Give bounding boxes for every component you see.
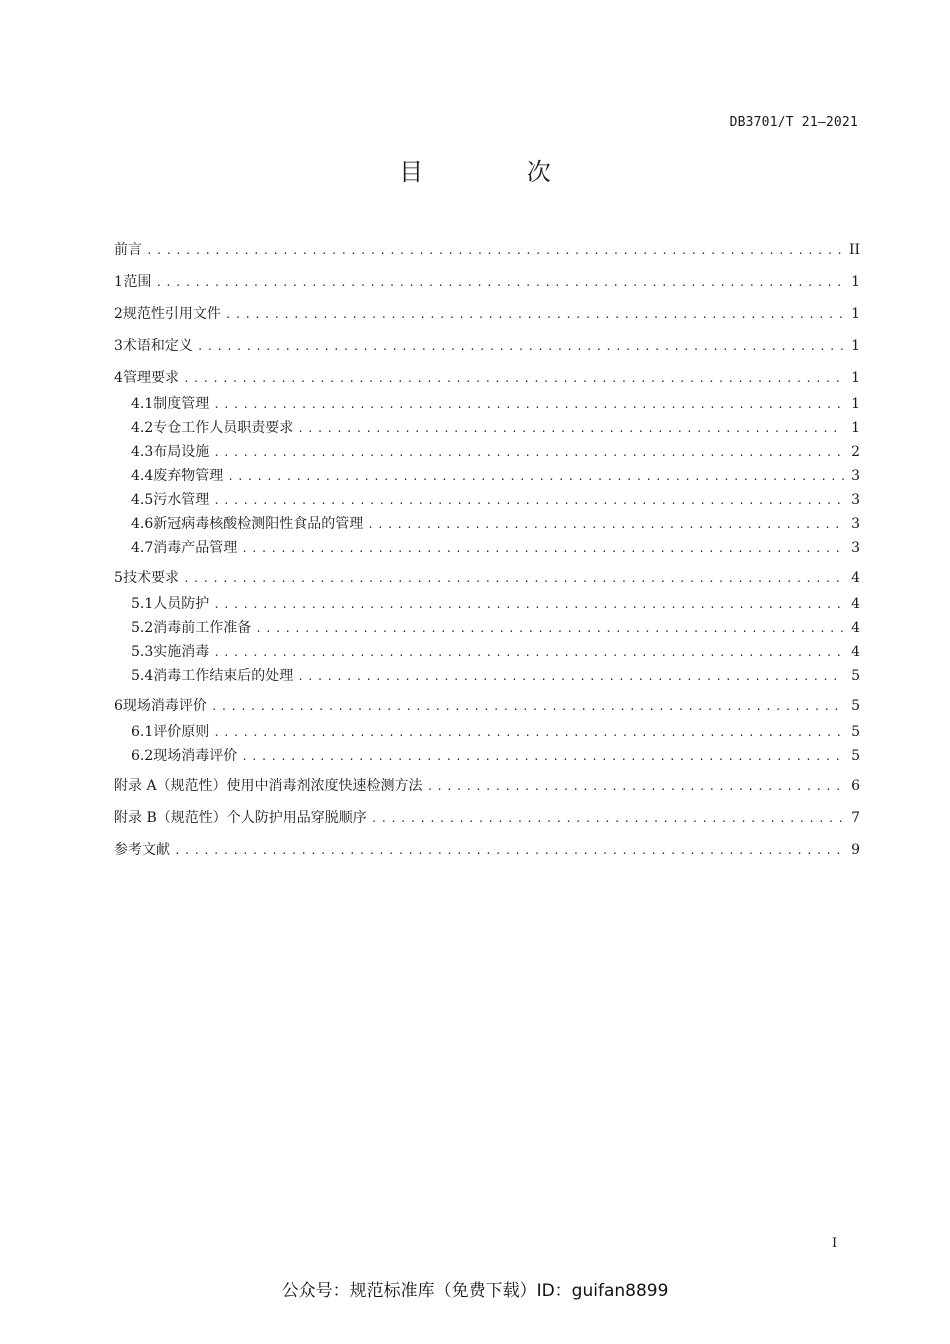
toc-entry-label: 消毒工作结束后的处理 <box>153 668 294 684</box>
toc-entry-4-6[interactable] <box>131 514 860 534</box>
toc-entry-page: 3 <box>851 468 860 484</box>
toc-entry-4-4[interactable] <box>131 466 860 486</box>
toc-entry-6-1[interactable] <box>131 722 860 742</box>
toc-entry-page: 4 <box>851 620 860 636</box>
toc-entry-6[interactable] <box>114 696 860 716</box>
toc-leader-dots <box>255 619 844 638</box>
toc-entry-label: 现场消毒评价 <box>122 698 207 714</box>
toc-leader-dots <box>197 337 844 356</box>
toc-leader-dots <box>241 539 844 558</box>
toc-entry-4-2[interactable] <box>131 418 860 438</box>
toc-entry-label: 消毒产品管理 <box>153 540 238 556</box>
toc-leader-dots <box>297 667 844 686</box>
toc-entry-page: 3 <box>851 492 860 508</box>
toc-entry-number: 4 <box>114 370 123 386</box>
page-number: I <box>832 1236 838 1251</box>
toc-leader-dots <box>146 241 843 260</box>
toc-entry-label: 附录 A（规范性）使用中消毒剂浓度快速检测方法 <box>114 778 423 794</box>
toc-leader-dots <box>367 515 844 534</box>
toc-entry-page: 3 <box>851 540 860 556</box>
toc-entry-page: 1 <box>851 306 860 322</box>
toc-entry-number: 5.1 <box>131 596 154 612</box>
toc-leader-dots <box>213 595 844 614</box>
toc-entry-number: 4.5 <box>131 492 154 508</box>
toc-entry-number: 4.1 <box>131 396 154 412</box>
toc-entry-label: 实施消毒 <box>153 644 210 660</box>
toc-leader-dots <box>241 747 844 766</box>
toc-leader-dots <box>155 273 844 292</box>
toc-entry-page: 4 <box>851 644 860 660</box>
toc-entry-page: II <box>848 242 860 258</box>
toc-entry-number: 4.4 <box>131 468 154 484</box>
toc-entry-page: 1 <box>851 420 860 436</box>
toc-entry-label: 技术要求 <box>123 570 180 586</box>
toc-entry-page: 3 <box>851 516 860 532</box>
page-title: 目 次 <box>399 158 599 186</box>
toc-entry-label: 前言 <box>114 242 142 258</box>
toc-entry-label: 附录 B（规范性）个人防护用品穿脱顺序 <box>114 810 367 826</box>
toc-leader-dots <box>213 395 844 414</box>
toc-entry-label: 参考文献 <box>114 842 170 858</box>
toc-entry-number: 5.2 <box>131 620 154 636</box>
document-code: DB3701/T 21—2021 <box>729 115 858 130</box>
toc-leader-dots <box>213 643 844 662</box>
toc-entry-5-4[interactable] <box>131 666 860 686</box>
toc-entry-number: 5 <box>114 570 123 586</box>
toc-entry-4[interactable] <box>114 368 860 388</box>
toc-entry-label: 消毒前工作准备 <box>153 620 252 636</box>
toc-entry-page: 5 <box>851 724 860 740</box>
toc-entry-label: 废弃物管理 <box>153 468 224 484</box>
toc-entry-label: 术语和定义 <box>122 338 193 354</box>
toc-entry-label: 专仓工作人员职责要求 <box>153 420 294 436</box>
toc-entry-label: 现场消毒评价 <box>153 748 238 764</box>
toc-leader-dots <box>211 697 844 716</box>
toc-entry-number: 4.7 <box>131 540 154 556</box>
toc-entry-3[interactable] <box>114 336 860 356</box>
toc-leader-dots <box>183 569 844 588</box>
toc-entry-number: 4.3 <box>131 444 154 460</box>
toc-entry-4-1[interactable] <box>131 394 860 414</box>
toc-entry-preface[interactable] <box>114 240 860 260</box>
toc-entry-page: 9 <box>851 842 860 858</box>
toc-entry-appendix-b[interactable] <box>114 808 860 828</box>
toc-entry-4-3[interactable] <box>131 442 860 462</box>
toc-leader-dots <box>213 443 844 462</box>
toc-entry-label: 新冠病毒核酸检测阳性食品的管理 <box>153 516 364 532</box>
toc-leader-dots <box>371 809 844 828</box>
toc-entry-page: 4 <box>851 596 860 612</box>
watermark-text: 公众号：规范标准库（免费下载）ID：guifan8899 <box>281 1281 669 1301</box>
toc-entry-5-2[interactable] <box>131 618 860 638</box>
toc-entry-page: 5 <box>851 748 860 764</box>
toc-entry-page: 2 <box>851 444 860 460</box>
toc-entry-1[interactable] <box>114 272 860 292</box>
toc-entry-page: 6 <box>851 778 860 794</box>
toc-entry-6-2[interactable] <box>131 746 860 766</box>
toc-entry-label: 污水管理 <box>153 492 210 508</box>
toc-entry-number: 5.4 <box>131 668 154 684</box>
toc-entry-number: 6.1 <box>131 724 154 740</box>
toc-entry-page: 1 <box>851 274 860 290</box>
toc-entry-number: 6.2 <box>131 748 154 764</box>
toc-entry-number: 6 <box>114 698 123 714</box>
toc-leader-dots <box>213 723 844 742</box>
toc-entry-number: 5.3 <box>131 644 154 660</box>
toc-entry-5-1[interactable] <box>131 594 860 614</box>
toc-entry-appendix-a[interactable] <box>114 776 860 796</box>
toc-entry-page: 4 <box>851 570 860 586</box>
toc-entry-page: 1 <box>851 338 860 354</box>
toc-entry-page: 1 <box>851 396 860 412</box>
toc-entry-4-5[interactable] <box>131 490 860 510</box>
toc-leader-dots <box>174 841 844 860</box>
toc-leader-dots <box>427 777 844 796</box>
toc-entry-label: 管理要求 <box>123 370 180 386</box>
toc-entry-label: 布局设施 <box>153 444 210 460</box>
toc-leader-dots <box>227 467 844 486</box>
toc-entry-number: 3 <box>114 338 123 354</box>
toc-entry-number: 2 <box>114 306 123 322</box>
toc-leader-dots <box>213 491 844 510</box>
toc-entry-2[interactable] <box>114 304 860 324</box>
toc-entry-5[interactable] <box>114 568 860 588</box>
toc-entry-label: 评价原则 <box>153 724 210 740</box>
toc-entry-page: 1 <box>851 370 860 386</box>
toc-entry-4-7[interactable] <box>131 538 860 558</box>
toc-entry-number: 4.2 <box>131 420 154 436</box>
toc-entry-page: 5 <box>851 668 860 684</box>
toc-entry-number: 1 <box>114 274 123 290</box>
toc-entry-label: 规范性引用文件 <box>122 306 221 322</box>
toc-entry-label: 范围 <box>123 274 152 290</box>
toc-entry-label: 制度管理 <box>153 396 210 412</box>
toc-entry-page: 5 <box>851 698 860 714</box>
toc-entry-label: 人员防护 <box>153 596 210 612</box>
toc-entry-number: 4.6 <box>131 516 154 532</box>
toc-entry-page: 7 <box>851 810 860 826</box>
toc-entry-5-3[interactable] <box>131 642 860 662</box>
toc-leader-dots <box>225 305 844 324</box>
toc-leader-dots <box>297 419 844 438</box>
toc-entry-references[interactable] <box>114 840 860 860</box>
toc-leader-dots <box>183 369 844 388</box>
